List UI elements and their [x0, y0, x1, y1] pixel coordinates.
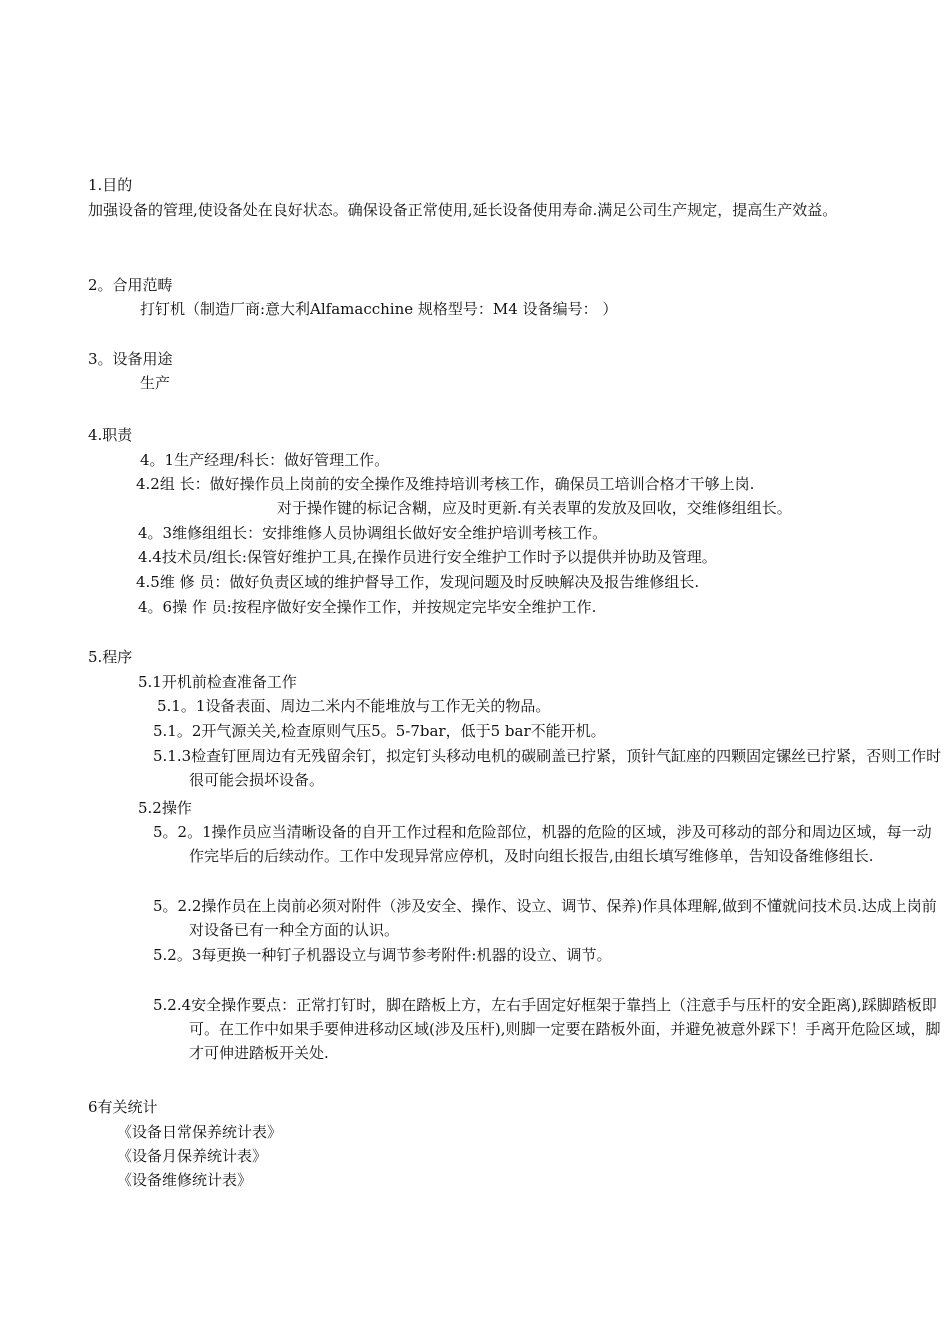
duty-item: 4.5维 修 员：做好负责区域的维护督导工作，发现问题及时反映解决及报告维修组长.	[136, 573, 700, 591]
section-1-heading: 1.目的	[88, 176, 133, 194]
record-item: 《设备月保养统计表》	[117, 1147, 268, 1165]
section-2-heading: 2。合用范畴	[88, 276, 173, 294]
section-2-body: 打钉机（制造厂商:意大利Alfamacchine 规格型号：M4 设备编号： ）	[140, 300, 618, 318]
procedure-item: 5.1。2开气源关关,检查原则气压5。5-7bar，低于5 bar不能开机。	[153, 722, 606, 740]
duty-item: 4。6操 作 员:按程序做好安全操作工作，并按规定完毕安全维护工作.	[138, 598, 597, 616]
duty-item: 4.4技术员/组长:保管好维护工具,在操作员进行安全维护工作时予以提供并协助及管理。	[138, 548, 717, 566]
section-3-heading: 3。设备用途	[88, 350, 173, 368]
operation-item: 5.2。3每更换一种钉子机器设立与调节参考附件:机器的设立、调节。	[153, 946, 612, 964]
section-4-heading: 4.职责	[88, 426, 133, 444]
duty-item: 4。3维修组组长：安排维修人员协调组长做好安全维护培训考核工作。	[138, 524, 608, 542]
section-1-body: 加强设备的管理,使设备处在良好状态。确保设备正常使用,延长设备使用寿命.满足公司生产规定，提高生产效益。	[88, 201, 838, 219]
section-3-body: 生产	[140, 374, 171, 392]
duty-item-continuation: 对于操作键的标记含糊，应及时更新.有关表單的发放及回收，交维修组组长。	[277, 499, 792, 517]
record-item: 《设备维修统计表》	[117, 1171, 253, 1189]
operation-item: 5。2.2操作员在上岗前必须对附件（涉及安全、操作、设立、调节、保养)作具体理解,做到不懂就问技术员.达成上岗前对设备已有一种全方面的认识。	[153, 897, 937, 939]
procedure-item: 5.1.3检查钉匣周边有无残留余钉，拟定钉头移动电机的碳刷盖已拧紧，顶针气缸座的四颗固定镙丝已拧紧，否则工作时很可能会损坏设备。	[153, 747, 942, 789]
duty-item: 4.2组 长：做好操作员上岗前的安全操作及维持培训考核工作，确保员工培训合格才干够上岗.	[136, 475, 755, 493]
operation-item: 5。2。1操作员应当清晰设备的自开工作过程和危险部位，机器的危险的区域，涉及可移动的部分和周边区域，每一动作完毕后的后续动作。工作中发现异常应停机，及时向组长报告,由组长填写维修单，告知设备维修组长.	[153, 823, 932, 865]
section-5-heading: 5.程序	[88, 648, 133, 666]
procedure-item: 5.1。1设备表面、周边二米内不能堆放与工作无关的物品。	[157, 697, 551, 715]
subsection-5-2-heading: 5.2操作	[138, 799, 192, 817]
subsection-5-1-heading: 5.1开机前检查准备工作	[138, 673, 297, 691]
record-item: 《设备日常保养统计表》	[117, 1123, 283, 1141]
duty-item: 4。1生产经理/科长：做好管理工作。	[140, 451, 390, 469]
operation-item: 5.2.4安全操作要点：正常打钉时，脚在踏板上方，左右手固定好框架于靠挡上（注意手与压杆的安全距离),踩脚踏板即可。在工作中如果手要伸进移动区域(涉及压杆),则脚一定要在踏板外面，并避免被意外踩下！手离开危险区域，脚才可伸进踏板开关处.	[153, 996, 941, 1062]
section-6-heading: 6有关统计	[88, 1098, 158, 1116]
